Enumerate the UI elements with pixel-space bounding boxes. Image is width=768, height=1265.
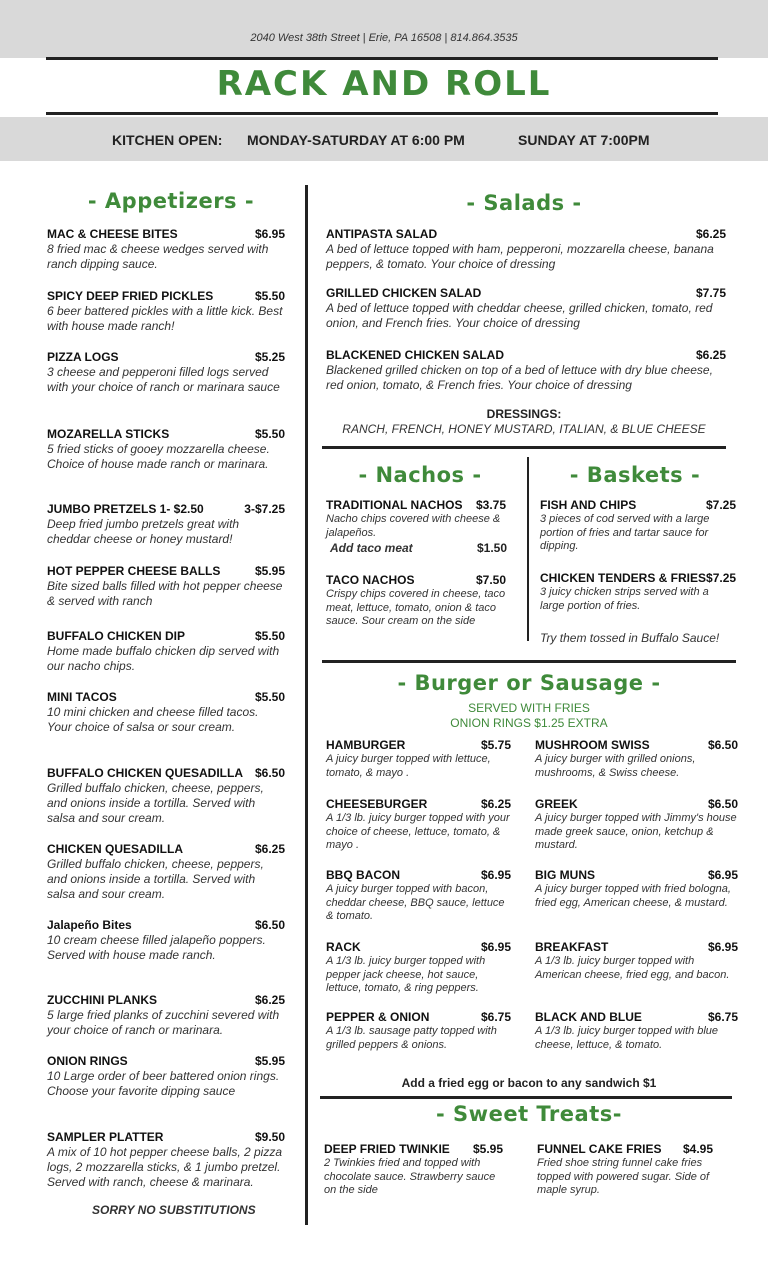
item-name: MINI TACOS bbox=[47, 690, 117, 704]
appetizer-item bbox=[47, 289, 285, 334]
salad-item bbox=[326, 348, 726, 393]
item-description: 3 juicy chicken strips served with a large portion of fries. bbox=[540, 586, 709, 612]
nachos-baskets-divider bbox=[527, 457, 529, 641]
item-name: CHICKEN QUESADILLA bbox=[47, 842, 184, 856]
item-header bbox=[47, 918, 285, 932]
item-header bbox=[535, 797, 738, 811]
burger-item bbox=[535, 797, 738, 853]
item-price: $5.95 bbox=[254, 1054, 285, 1068]
item-name: GRILLED CHICKEN SALAD bbox=[326, 286, 482, 300]
no-substitutions-note: SORRY NO SUBSTITUTIONS bbox=[92, 1203, 256, 1217]
appetizer-item bbox=[47, 1054, 285, 1099]
item-header bbox=[326, 573, 506, 587]
burger-item bbox=[326, 797, 511, 853]
item-price: $5.95 bbox=[472, 1142, 503, 1156]
item-header bbox=[47, 629, 285, 643]
item-name: BBQ BACON bbox=[326, 868, 400, 882]
item-price: $6.25 bbox=[695, 348, 726, 362]
appetizer-item bbox=[47, 842, 285, 902]
nachos-title: - Nachos - bbox=[358, 463, 482, 487]
sunday-hours: SUNDAY AT 7:00PM bbox=[518, 132, 650, 148]
nachos-item bbox=[326, 573, 506, 629]
burgers-bottom-rule bbox=[320, 1096, 732, 1099]
item-header bbox=[47, 427, 285, 441]
appetizer-item bbox=[47, 766, 285, 826]
item-description: A juicy burger topped with bacon, cheddar cheese, BBQ sauce, lettuce & tomato. bbox=[326, 883, 505, 922]
item-price: $6.75 bbox=[707, 1010, 738, 1024]
burger-item bbox=[535, 738, 738, 780]
item-name: BREAKFAST bbox=[535, 940, 609, 954]
item-header bbox=[326, 286, 726, 300]
item-description: Grilled buffalo chicken, cheese, peppers, and onions inside a tortilla. Served with salsa and sour cream. bbox=[47, 781, 264, 825]
item-name: DEEP FRIED TWINKIE bbox=[324, 1142, 450, 1156]
address-line: 2040 West 38th Street | Erie, PA 16508 | 814.864.3535 bbox=[250, 32, 518, 44]
item-header bbox=[326, 227, 726, 241]
item-price: $6.95 bbox=[480, 868, 511, 882]
item-name: ANTIPASTA SALAD bbox=[326, 227, 438, 241]
item-name: MOZARELLA STICKS bbox=[47, 427, 170, 441]
item-description: Fried shoe string funnel cake fries topped with powered sugar. Side of maple syrup. bbox=[537, 1157, 710, 1196]
item-header bbox=[326, 348, 726, 362]
burgers-title: - Burger or Sausage - bbox=[397, 671, 661, 695]
item-description: 5 fried sticks of gooey mozzarella cheese. Choice of house made ranch or marinara. bbox=[47, 442, 270, 471]
item-header bbox=[47, 564, 285, 578]
item-price: $5.50 bbox=[254, 690, 285, 704]
item-price: $7.50 bbox=[475, 573, 506, 587]
item-description: Home made buffalo chicken dip served with our nacho chips. bbox=[47, 644, 280, 673]
appetizer-item bbox=[47, 690, 285, 735]
item-price: $5.50 bbox=[254, 427, 285, 441]
kitchen-open-label: KITCHEN OPEN: bbox=[112, 132, 223, 148]
item-header bbox=[535, 868, 738, 882]
item-name: BLACKENED CHICKEN SALAD bbox=[326, 348, 505, 362]
item-price: $6.50 bbox=[254, 918, 285, 932]
appetizer-item bbox=[47, 427, 285, 472]
item-price: $6.95 bbox=[707, 868, 738, 882]
burgers-subtitle-onion-rings: ONION RINGS $1.25 EXTRA bbox=[450, 716, 608, 730]
item-name: Jalapeño Bites bbox=[47, 918, 132, 932]
header-top-rule bbox=[46, 57, 718, 60]
item-name: CHICKEN TENDERS & FRIES bbox=[540, 571, 707, 585]
burger-item bbox=[326, 1010, 511, 1052]
item-price: 3-$7.25 bbox=[244, 502, 285, 516]
item-price: $4.95 bbox=[682, 1142, 713, 1156]
sweets-title: - Sweet Treats- bbox=[436, 1102, 622, 1126]
item-name: BLACK AND BLUE bbox=[535, 1010, 642, 1024]
appetizer-item bbox=[47, 629, 285, 674]
dressings-label: DRESSINGS: bbox=[486, 407, 562, 421]
item-name: HOT PEPPER CHEESE BALLS bbox=[47, 564, 221, 578]
item-description: 8 fried mac & cheese wedges served with ranch dipping sauce. bbox=[47, 242, 269, 271]
item-header bbox=[326, 1010, 511, 1024]
item-name: ONION RINGS bbox=[47, 1054, 128, 1068]
item-header bbox=[535, 940, 738, 954]
item-header bbox=[47, 766, 285, 780]
basket-item bbox=[540, 571, 736, 613]
item-description: Nacho chips covered with cheese & jalapeños. bbox=[326, 513, 501, 539]
item-description: A juicy burger topped with Jimmy's house made greek sauce, onion, ketchup & mustard. bbox=[535, 812, 737, 851]
item-header bbox=[47, 227, 285, 241]
item-price: $6.50 bbox=[707, 738, 738, 752]
item-description: 3 cheese and pepperoni filled logs served with your choice of ranch or marinara sauce bbox=[47, 365, 280, 394]
item-price: $6.50 bbox=[707, 797, 738, 811]
item-price: $5.25 bbox=[254, 350, 285, 364]
item-price: $6.25 bbox=[254, 842, 285, 856]
item-header bbox=[326, 498, 506, 512]
burger-item bbox=[535, 1010, 738, 1052]
item-name: TRADITIONAL NACHOS bbox=[326, 498, 463, 512]
item-name: RACK bbox=[326, 940, 361, 954]
item-name: BUFFALO CHICKEN QUESADILLA bbox=[47, 766, 243, 780]
column-divider bbox=[305, 185, 308, 1225]
item-price: $6.75 bbox=[480, 1010, 511, 1024]
appetizer-item bbox=[47, 564, 285, 609]
basket-item bbox=[540, 498, 736, 554]
item-name: CHEESEBURGER bbox=[326, 797, 428, 811]
dressings-list: RANCH, FRENCH, HONEY MUSTARD, ITALIAN, & BLUE CHEESE bbox=[342, 422, 706, 436]
burger-item bbox=[326, 940, 511, 996]
appetizer-item bbox=[47, 227, 285, 272]
item-description: 10 Large order of beer battered onion rings. Choose your favorite dipping sauce bbox=[47, 1069, 280, 1098]
item-price: $6.95 bbox=[254, 227, 285, 241]
item-description: 10 cream cheese filled jalapeño poppers. Served with house made ranch. bbox=[47, 933, 266, 962]
item-price: $5.50 bbox=[254, 289, 285, 303]
item-header bbox=[47, 690, 285, 704]
item-header bbox=[47, 842, 285, 856]
item-header bbox=[535, 1010, 738, 1024]
item-name: MAC & CHEESE BITES bbox=[47, 227, 178, 241]
item-price: $9.50 bbox=[254, 1130, 285, 1144]
baskets-title: - Baskets - bbox=[569, 463, 701, 487]
salads-title: - Salads - bbox=[466, 191, 582, 215]
item-description: A 1/3 lb. juicy burger topped with blue cheese, lettuce, & tomato. bbox=[535, 1025, 719, 1051]
buffalo-sauce-note: Try them tossed in Buffalo Sauce! bbox=[540, 631, 720, 645]
item-price: $6.25 bbox=[480, 797, 511, 811]
item-name: BUFFALO CHICKEN DIP bbox=[47, 629, 185, 643]
item-description: A juicy burger topped with fried bologna, fried egg, American cheese, & mustard. bbox=[535, 883, 731, 909]
salads-bottom-rule bbox=[322, 446, 726, 449]
nachos-item bbox=[326, 498, 506, 540]
salad-item bbox=[326, 286, 726, 331]
item-name: MUSHROOM SWISS bbox=[535, 738, 650, 752]
burger-item bbox=[535, 868, 738, 910]
appetizer-item bbox=[47, 502, 285, 547]
item-name: HAMBURGER bbox=[326, 738, 406, 752]
item-header bbox=[540, 571, 736, 585]
item-name: BIG MUNS bbox=[535, 868, 595, 882]
item-header bbox=[47, 1130, 285, 1144]
item-description: A bed of lettuce topped with cheddar cheese, grilled chicken, tomato, red onion, and French fries. Your choice of dressing bbox=[326, 301, 713, 330]
sandwich-addon: Add a fried egg or bacon to any sandwich $1 bbox=[401, 1076, 657, 1090]
item-header bbox=[537, 1142, 713, 1156]
item-description: A bed of lettuce topped with ham, pepperoni, mozzarella cheese, banana peppers, & tomato. Your choice of dressing bbox=[326, 242, 714, 271]
item-header bbox=[326, 940, 511, 954]
sweet-item bbox=[537, 1142, 713, 1198]
item-description: Bite sized balls filled with hot pepper cheese & served with ranch bbox=[47, 579, 283, 608]
item-name: SAMPLER PLATTER bbox=[47, 1130, 164, 1144]
item-price: $7.25 bbox=[706, 571, 737, 585]
item-price: $6.50 bbox=[254, 766, 285, 780]
item-name: SPICY DEEP FRIED PICKLES bbox=[47, 289, 214, 303]
item-header bbox=[47, 1054, 285, 1068]
burger-item bbox=[326, 738, 511, 780]
item-description: 5 large fried planks of zucchini severed with your choice of ranch or marinara. bbox=[47, 1008, 280, 1037]
item-name: ZUCCHINI PLANKS bbox=[47, 993, 157, 1007]
sweet-item bbox=[324, 1142, 503, 1198]
item-header bbox=[326, 868, 511, 882]
item-header bbox=[535, 738, 738, 752]
burger-item bbox=[326, 868, 511, 924]
item-header bbox=[47, 350, 285, 364]
appetizer-item bbox=[47, 918, 285, 963]
item-name: FUNNEL CAKE FRIES bbox=[537, 1142, 662, 1156]
item-description: Deep fried jumbo pretzels great with cheddar cheese or honey mustard! bbox=[47, 517, 240, 546]
item-description: 6 beer battered pickles with a little kick. Best with house made ranch! bbox=[47, 304, 283, 333]
address-bar bbox=[0, 0, 768, 58]
weekday-hours: MONDAY-SATURDAY AT 6:00 PM bbox=[247, 132, 465, 148]
item-description: A juicy burger topped with lettuce, tomato, & mayo . bbox=[326, 753, 491, 779]
appetizer-item bbox=[47, 1130, 285, 1190]
item-header bbox=[540, 498, 736, 512]
item-description: 10 mini chicken and cheese filled tacos. Your choice of salsa or sour cream. bbox=[47, 705, 259, 734]
item-description: A 1/3 lb. sausage patty topped with grilled peppers & onions. bbox=[326, 1025, 497, 1051]
restaurant-title: RACK AND ROLL bbox=[216, 64, 552, 104]
item-header bbox=[326, 797, 511, 811]
item-header bbox=[47, 502, 285, 516]
item-description: A 1/3 lb. juicy burger topped with American cheese, fried egg, and bacon. bbox=[535, 955, 730, 981]
item-price: $6.25 bbox=[695, 227, 726, 241]
item-description: 2 Twinkies fried and topped with chocolate sauce. Strawberry sauce on the side bbox=[324, 1157, 496, 1196]
burgers-subtitle-fries: SERVED WITH FRIES bbox=[468, 701, 590, 715]
salad-item bbox=[326, 227, 726, 272]
nachos-bottom-rule bbox=[322, 660, 736, 663]
item-description: Blackened grilled chicken on top of a bed of lettuce with dry blue cheese, red onion, tomato, & French fries. Your choice of dressing bbox=[326, 363, 713, 392]
item-price: $3.75 bbox=[475, 498, 506, 512]
item-price: $6.95 bbox=[707, 940, 738, 954]
item-name: TACO NACHOS bbox=[326, 573, 415, 587]
item-price: $5.95 bbox=[254, 564, 285, 578]
appetizer-item bbox=[47, 993, 285, 1038]
item-description: A mix of 10 hot pepper cheese balls, 2 pizza logs, 2 mozzarella sticks, & 1 jumbo pretzel. Served with ranch, cheese & marinara. bbox=[47, 1145, 283, 1189]
item-header bbox=[47, 993, 285, 1007]
item-price: $7.25 bbox=[705, 498, 736, 512]
item-price: $6.25 bbox=[254, 993, 285, 1007]
item-description: A 1/3 lb. juicy burger topped with your choice of cheese, lettuce, tomato, & mayo . bbox=[326, 812, 510, 851]
item-price: $5.50 bbox=[254, 629, 285, 643]
item-name: GREEK bbox=[535, 797, 578, 811]
item-name: FISH AND CHIPS bbox=[540, 498, 637, 512]
item-header bbox=[47, 289, 285, 303]
item-description: Grilled buffalo chicken, cheese, peppers, and onions inside a tortilla. Served with salsa and sour cream. bbox=[47, 857, 264, 901]
item-price: $5.75 bbox=[480, 738, 511, 752]
item-name: PEPPER & ONION bbox=[326, 1010, 430, 1024]
header-bottom-rule bbox=[46, 112, 718, 115]
item-name: PIZZA LOGS bbox=[47, 350, 119, 364]
appetizers-title: - Appetizers - bbox=[87, 189, 255, 213]
item-price: $7.75 bbox=[695, 286, 726, 300]
appetizer-item bbox=[47, 350, 285, 395]
item-description: A juicy burger with grilled onions, mushrooms, & Swiss cheese. bbox=[535, 753, 696, 779]
item-description: A 1/3 lb. juicy burger topped with pepper jack cheese, hot sauce, lettuce, tomato, & ring peppers. bbox=[326, 955, 486, 994]
item-price: $6.95 bbox=[480, 940, 511, 954]
taco-meat-addon-price: $1.50 bbox=[477, 541, 508, 555]
item-description: Crispy chips covered in cheese, taco meat, lettuce, tomato, onion & taco sauce. Sour cream on the side bbox=[326, 588, 506, 627]
item-name: JUMBO PRETZELS 1- $2.50 bbox=[47, 502, 204, 516]
taco-meat-addon-label: Add taco meat bbox=[330, 541, 413, 555]
item-header bbox=[326, 738, 511, 752]
burger-item bbox=[535, 940, 738, 982]
item-header bbox=[324, 1142, 503, 1156]
item-description: 3 pieces of cod served with a large portion of fries and tartar sauce for dipping. bbox=[540, 513, 710, 552]
